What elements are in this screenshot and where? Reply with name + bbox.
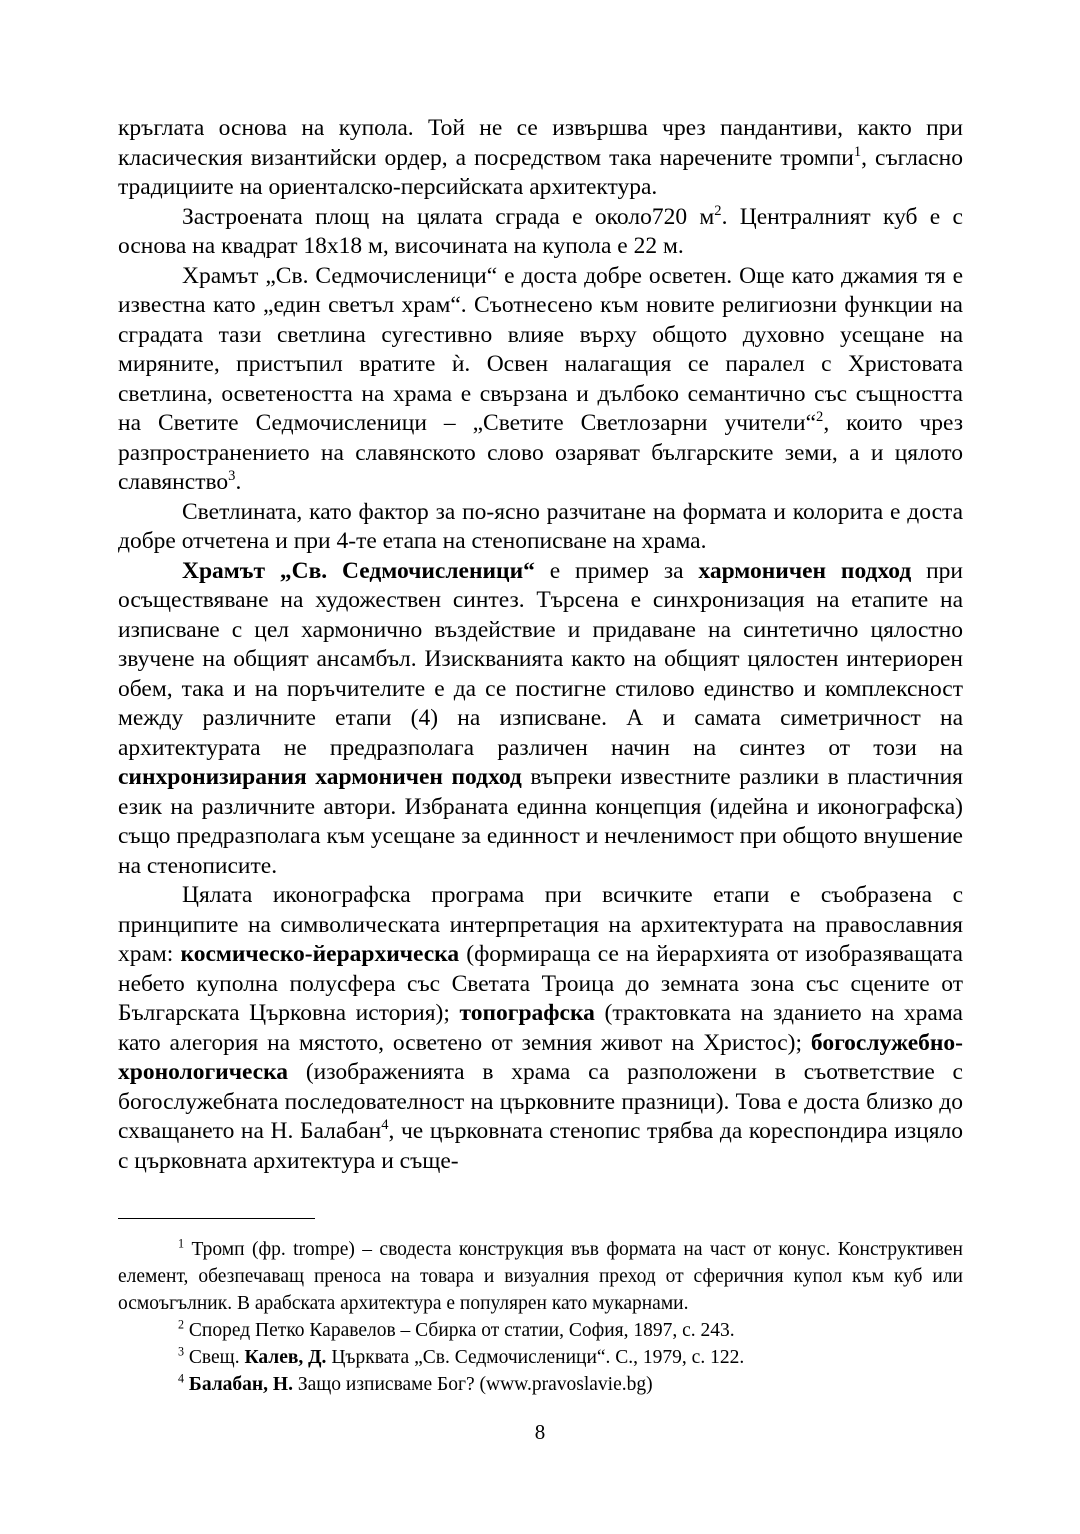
footnote-text: Според Петко Каравелов – Сбирка от статии, София, 1897, с. 243.	[184, 1320, 735, 1341]
paragraph-text: Светлината, като фактор за по-ясно разчитане на формата и колорита е доста добре отчетена и при 4-те етапа на стенописване на храма.	[118, 498, 963, 554]
footnote-4	[118, 1371, 963, 1398]
paragraph-text: (формираща се на йерархията от изобразяващата небето куполна полусфера със Светата Троица до земната зона със сцените от Българската Църковна история);	[118, 941, 963, 1026]
bold-term: богослужебно-хронологическа	[118, 1029, 963, 1085]
footnote-author: Калев, Д.	[244, 1347, 327, 1368]
bold-term: синхронизирания хармоничен подход	[118, 764, 522, 790]
paragraph-1	[118, 114, 963, 203]
paragraph-text: кръглата основа на купола. Той не се извършва чрез пандантиви, както при класическия византийски ордер, а посредством така наречените тромпи	[118, 115, 963, 171]
paragraph-text: , съгласно традициите на ориенталско-персийската архитектура.	[118, 144, 963, 200]
paragraph-text: е пример за	[534, 557, 699, 584]
paragraph-text: Застроената площ на цялата сграда е около720 м	[182, 203, 715, 230]
footnote-ref-2[interactable]: 2	[816, 409, 824, 426]
footnote-text: Църквата „Св. Седмочисленици“. С., 1979, с. 122.	[326, 1347, 745, 1368]
paragraph-text: Цялата иконографска програма при всичките етапи е съобразена с принципите на символическата интерпретация на архитектурата на православния храм:	[118, 882, 963, 967]
footnote-text: Защо изписваме Бог? (www.pravoslavie.bg)	[292, 1374, 653, 1395]
footnote-text: Тромп (фр. trompe) – сводеста конструкция във формата на част от конус. Конструктивен елемент, обезпечаващ преноса на товара и визуалния преход от сферичния купол към куб или осмоъгълник. В арабската архитектура е популярен като мукарнами.	[118, 1239, 963, 1314]
paragraph-text: въпреки известните разлики в пластичния език на различните автори. Избраната единна концепция (идейна и иконографска) също предразполага към усещане за единност и нечленимост при общото внушение на стенописите.	[118, 764, 963, 879]
superscript-unit: 2	[714, 202, 722, 219]
paragraph-text: . Централният куб е с основа на квадрат 18х18 м, височината на купола е 22 м.	[118, 203, 963, 259]
footnote-author: Балабан, Н.	[188, 1374, 293, 1395]
paragraph-6	[118, 881, 963, 1176]
paragraph-text: (изображенията в храма са разположени в съответствие с богослужебната последователност на църковните празници). Това е доста близко до схващането на Н. Балабан	[118, 1059, 963, 1144]
page-number: 8	[534, 1420, 546, 1444]
main-text	[118, 114, 963, 1176]
footnote-number: 3	[178, 1344, 185, 1359]
paragraph-text: , че църковната стенопис трябва да кореспондира изцяло с църковната архитектура и съще-	[118, 1118, 963, 1174]
paragraph-text: .	[235, 469, 242, 495]
paragraph-text: при осъществяване на художествен синтез. Търсена е синхронизация на етапите на изписване с цел хармонично въздействие и придаване на синтетично цялостно звучене на общият ансамбъл. Изискванията както на общият цялостен интериорен обем, така и на поръчителите е да се постигне стилово единство и комплексност между различните етапи (4) на изписване. А и самата симетричност на архитектурата не предразполага различен начин на синтез от този на	[118, 557, 963, 761]
bold-term: хармоничен подход	[698, 557, 912, 584]
footnote-2	[118, 1317, 963, 1344]
paragraph-text: Храмът „Св. Седмочисленици“ е доста добре осветен. Още като джамия тя е известна като „един светъл храм“. Съотнесено към новите религиозни функции на сградата тази светлина сугестивно влияе върху общото духовно усещане на миряните, пристъпил вратите ѝ. Освен налагащия се паралел с Христовата светлина, осветеността на храма е свързана и дълбоко семантично със същността на Светите Седмочисленици – „Светите Светлозарни учители“	[118, 262, 963, 436]
paragraph-5	[118, 557, 963, 882]
bold-term: топографска	[459, 1000, 595, 1026]
paragraph-2	[118, 203, 963, 262]
footnote-divider	[118, 1218, 315, 1219]
footnotes-section	[118, 1236, 963, 1398]
paragraph-text: , които чрез разпространението на славянското слово озаряват българските земи, а и цялото славянство	[118, 410, 963, 495]
footnote-ref-4[interactable]: 4	[381, 1117, 389, 1134]
footnote-text: Свещ.	[184, 1347, 245, 1368]
bold-term: космическо-йерархическа	[180, 941, 460, 967]
footnote-3	[118, 1344, 963, 1371]
footnote-number: 1	[178, 1236, 185, 1251]
footnote-number: 4	[178, 1371, 185, 1386]
footnote-ref-3[interactable]: 3	[228, 468, 236, 485]
bold-term: Храмът „Св. Седмочисленици“	[182, 557, 535, 584]
footnote-number: 2	[178, 1317, 185, 1332]
paragraph-3	[118, 262, 963, 498]
page-body	[118, 114, 963, 1176]
footnote-ref-1[interactable]: 1	[853, 143, 862, 160]
paragraph-text: (трактовката на зданието на храма като алегория на мястото, осветено от земния живот на Христос);	[118, 1000, 963, 1056]
paragraph-4	[118, 498, 963, 557]
footnote-1	[118, 1236, 963, 1317]
